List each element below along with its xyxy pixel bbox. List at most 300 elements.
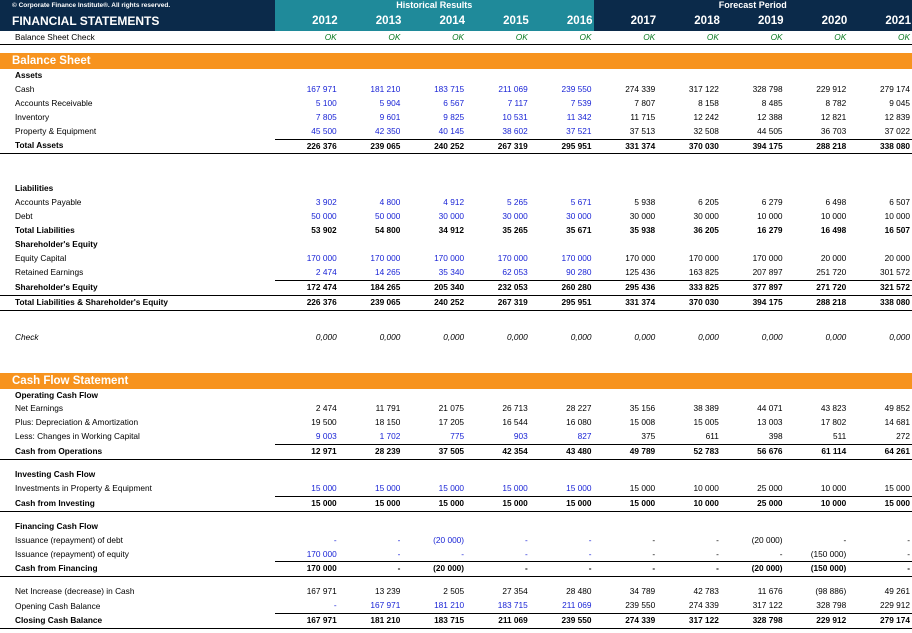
- check-row-label: Check: [15, 331, 39, 342]
- cf-financing-row-value: -: [461, 548, 465, 559]
- liability-row-value: 4 912: [443, 197, 465, 208]
- asset-row-value: 11 715: [630, 111, 656, 122]
- spacer-row: [0, 460, 912, 469]
- cf-operating-row-value: 43 823: [820, 403, 847, 414]
- cf-investing-row-value: 15 000: [502, 482, 528, 493]
- investing-header: [0, 468, 912, 482]
- asset-row-value: 8 485: [761, 97, 783, 108]
- opening-cash-row: [0, 599, 912, 613]
- cf-operating-row-value: 17 802: [820, 417, 847, 428]
- financing-header-label: Financing Cash Flow: [15, 520, 98, 531]
- liability-row-value: 10 000: [884, 211, 910, 222]
- total-assets-row-value: 295 951: [530, 139, 594, 154]
- cash-from-financing-row-value: -: [530, 562, 594, 577]
- net-increase-row-value: 2 505: [443, 586, 465, 597]
- cf-operating-row-label: Less: Changes in Working Capital: [15, 431, 140, 442]
- total-equity-row: [0, 280, 912, 295]
- asset-row-value: 183 715: [434, 83, 465, 94]
- equity-row-value: 14 265: [374, 266, 401, 277]
- cash-from-operations-row-value: 52 783: [657, 445, 721, 460]
- net-increase-row: [0, 585, 912, 599]
- net-increase-row-value: 49 261: [884, 586, 910, 597]
- cf-operating-row-value: 35 156: [629, 403, 656, 414]
- cf-financing-row-value: (150 000): [810, 548, 847, 559]
- asset-row-value: 36 703: [820, 125, 847, 136]
- total-liabilities-equity-row-value: 338 080: [848, 295, 912, 310]
- cash-from-financing-row-value: -: [466, 562, 530, 577]
- investing-header-label: Investing Cash Flow: [15, 469, 96, 480]
- balance-sheet-check-row-value: OK: [657, 31, 721, 45]
- year-header: 2018: [657, 11, 721, 31]
- asset-row: [0, 83, 912, 97]
- total-equity-row-value: 184 265: [339, 280, 403, 295]
- total-liabilities-row-value: 35 671: [566, 225, 592, 236]
- spacer-row: [0, 45, 912, 54]
- total-liabilities-row-label: Total Liabilities: [15, 225, 75, 236]
- closing-cash-row-value: 229 912: [785, 614, 849, 629]
- year-header: 2016: [530, 11, 594, 31]
- equity-row: [0, 252, 912, 266]
- asset-row-value: 37 513: [629, 125, 656, 136]
- total-liabilities-row-value: 16 507: [884, 225, 910, 236]
- asset-row-value: 7 807: [634, 97, 656, 108]
- balance-sheet-check-row-value: OK: [466, 31, 530, 45]
- asset-row-value: 6 567: [443, 97, 465, 108]
- liability-row-value: 6 498: [825, 197, 847, 208]
- cf-operating-row-value: 49 852: [884, 403, 910, 414]
- asset-row-value: 32 508: [693, 125, 719, 136]
- year-header: 2014: [402, 11, 466, 31]
- closing-cash-row-label: Closing Cash Balance: [0, 614, 275, 629]
- asset-row-value: 12 839: [884, 111, 910, 122]
- closing-cash-row-value: 274 339: [594, 614, 658, 629]
- total-liabilities-equity-row-value: 239 065: [339, 295, 403, 310]
- closing-cash-row-value: 181 210: [339, 614, 403, 629]
- liability-row-value: 10 000: [820, 211, 847, 222]
- balance-sheet-check-row-value: OK: [785, 31, 849, 45]
- equity-row-value: 207 897: [752, 266, 783, 277]
- equity-row-value: 251 720: [816, 266, 847, 277]
- cf-operating-row-value: 21 075: [438, 403, 465, 414]
- check-row-value: 0,000: [761, 331, 783, 342]
- cash-from-financing-row: [0, 562, 912, 577]
- cash-from-financing-row-value: -: [657, 562, 721, 577]
- equity-row-value: 170 000: [561, 252, 592, 263]
- asset-row-value: 9 045: [889, 97, 910, 108]
- total-assets-row-value: 240 252: [402, 139, 466, 154]
- opening-cash-row-value: 183 715: [497, 600, 528, 611]
- asset-row-value: 40 145: [438, 125, 465, 136]
- spacer-row: [0, 174, 912, 182]
- header-banner: [0, 0, 912, 11]
- spacer-row: [0, 577, 912, 586]
- liability-row-value: 4 800: [379, 197, 401, 208]
- cf-investing-row-value: 15 000: [566, 482, 592, 493]
- check-row-value: 0,000: [443, 331, 465, 342]
- total-liabilities-equity-row: [0, 295, 912, 310]
- total-liabilities-row-value: 16 498: [820, 225, 847, 236]
- asset-row-value: 9 601: [379, 111, 401, 122]
- cf-financing-row-value: -: [716, 548, 719, 559]
- cf-investing-row-value: 25 000: [757, 482, 783, 493]
- cf-financing-row-value: -: [397, 548, 401, 559]
- cash-from-investing-row-value: 15 000: [466, 496, 530, 511]
- cf-financing-row-label: Issuance (repayment) of debt: [15, 534, 123, 545]
- total-liabilities-equity-row-value: 331 374: [594, 295, 658, 310]
- opening-cash-row-value: 211 069: [562, 600, 592, 611]
- opening-cash-row-value: 239 550: [625, 600, 656, 611]
- total-liabilities-equity-row-value: 295 951: [530, 295, 594, 310]
- net-increase-row-value: 28 480: [566, 586, 592, 597]
- check-row-value: 0,000: [825, 331, 847, 342]
- closing-cash-row-value: 211 069: [466, 614, 530, 629]
- asset-row-value: 37 022: [884, 125, 910, 136]
- total-assets-row-value: 394 175: [721, 139, 785, 154]
- liability-row-label: Accounts Payable: [15, 197, 82, 208]
- year-header: 2013: [339, 11, 403, 31]
- liability-row-value: 6 507: [889, 197, 910, 208]
- spacer-row: [0, 365, 912, 373]
- cf-operating-row-value: 398: [768, 431, 783, 442]
- cash-from-investing-row: [0, 496, 912, 511]
- equity-row-value: 20 000: [820, 252, 847, 263]
- page-title: FINANCIAL STATEMENTS: [0, 11, 275, 31]
- cash-from-investing-row-value: 15 000: [848, 496, 912, 511]
- cash-from-investing-row-value: 10 000: [785, 496, 849, 511]
- cf-operating-row: [0, 402, 912, 416]
- cash-from-investing-row-value: 15 000: [275, 496, 339, 511]
- opening-cash-row-label: Opening Cash Balance: [15, 600, 101, 611]
- balance-sheet-check-row-value: OK: [721, 31, 785, 45]
- closing-cash-row-value: 239 550: [530, 614, 594, 629]
- balance-sheet-check-row-label: Balance Sheet Check: [0, 31, 275, 45]
- total-liabilities-equity-row-value: 226 376: [275, 295, 339, 310]
- total-equity-row-value: 271 720: [785, 280, 849, 295]
- total-liabilities-row-value: 53 902: [311, 225, 337, 236]
- asset-row-value: 9 825: [443, 111, 465, 122]
- cf-operating-row-value: 11 791: [375, 403, 401, 414]
- total-liabilities-row-value: 34 912: [438, 225, 465, 236]
- total-assets-row-label: Total Assets: [0, 139, 275, 154]
- cash-from-financing-row-label: Cash from Financing: [0, 562, 275, 577]
- liabilities-header: [0, 182, 912, 196]
- cf-financing-row-value: -: [652, 534, 656, 545]
- total-equity-row-value: 205 340: [402, 280, 466, 295]
- total-assets-row-value: 331 374: [594, 139, 658, 154]
- balance-sheet-check-row-value: OK: [594, 31, 658, 45]
- total-assets-row-value: 226 376: [275, 139, 339, 154]
- closing-cash-row-value: 167 971: [275, 614, 339, 629]
- cash-from-operations-row-value: 12 971: [275, 445, 339, 460]
- total-liabilities-equity-row-value: 394 175: [721, 295, 785, 310]
- cash-from-operations-row-value: 42 354: [466, 445, 530, 460]
- liability-row-value: 50 000: [374, 211, 401, 222]
- asset-row-value: 12 388: [757, 111, 783, 122]
- closing-cash-row-value: 183 715: [402, 614, 466, 629]
- check-row-value: 0,000: [634, 331, 656, 342]
- cash-from-operations-row: [0, 445, 912, 460]
- cf-operating-row: [0, 430, 912, 444]
- operating-header-label: Operating Cash Flow: [15, 389, 98, 400]
- cf-financing-row: [0, 534, 912, 548]
- cf-investing-row: [0, 482, 912, 496]
- equity-header-label: Shareholder's Equity: [15, 239, 98, 250]
- cash-from-operations-row-value: 64 261: [848, 445, 912, 460]
- total-assets-row-value: 288 218: [785, 139, 849, 154]
- spacer-row: [0, 345, 912, 365]
- asset-row-value: 38 602: [502, 125, 528, 136]
- cash-flow-section: [0, 373, 912, 389]
- cf-operating-row-value: 19 500: [311, 417, 337, 428]
- total-equity-row-value: 321 572: [848, 280, 912, 295]
- liability-row-value: 30 000: [693, 211, 719, 222]
- historical-results-label: Historical Results: [275, 0, 594, 11]
- year-header: 2015: [466, 11, 530, 31]
- cf-operating-row-value: 17 205: [438, 417, 465, 428]
- equity-row-value: 35 340: [438, 266, 465, 277]
- asset-row-value: 10 531: [502, 111, 528, 122]
- opening-cash-row-value: 167 971: [370, 600, 401, 611]
- asset-row: [0, 125, 912, 139]
- opening-cash-row-value: 181 210: [434, 600, 465, 611]
- header-title-row: [0, 11, 912, 31]
- check-row-value: 0,000: [698, 331, 719, 342]
- equity-row-label: Retained Earnings: [15, 267, 84, 278]
- liability-row-label: Debt: [15, 211, 33, 222]
- total-equity-row-value: 333 825: [657, 280, 721, 295]
- balance-sheet-check-row-value: OK: [848, 31, 912, 45]
- total-liabilities-equity-row-value: 240 252: [402, 295, 466, 310]
- check-row-value: 0,000: [315, 331, 337, 342]
- closing-cash-row: [0, 614, 912, 629]
- net-increase-row-label: Net Increase (decrease) in Cash: [15, 586, 135, 597]
- liability-row-value: 50 000: [311, 211, 337, 222]
- equity-row-value: 2 474: [315, 266, 337, 277]
- total-assets-row: [0, 139, 912, 154]
- check-row: [0, 331, 912, 345]
- asset-row-value: 239 550: [561, 83, 592, 94]
- total-liabilities-row-value: 16 279: [757, 225, 783, 236]
- cf-operating-row-label: Net Earnings: [15, 403, 63, 414]
- balance-sheet-section-title: Balance Sheet: [0, 53, 912, 69]
- asset-row-value: 5 100: [315, 97, 337, 108]
- cf-financing-row-value: -: [716, 534, 719, 545]
- cash-from-investing-row-value: 15 000: [402, 496, 466, 511]
- check-row-value: 0,000: [506, 331, 528, 342]
- equity-row-value: 163 825: [688, 266, 719, 277]
- liability-row-value: 10 000: [757, 211, 783, 222]
- liability-row-value: 30 000: [566, 211, 592, 222]
- spacer-row: [0, 154, 912, 175]
- cf-financing-row-value: -: [333, 534, 337, 545]
- asset-row-value: 279 174: [880, 83, 910, 94]
- cash-from-operations-row-value: 49 789: [594, 445, 658, 460]
- total-equity-row-label: Shareholder's Equity: [0, 280, 275, 295]
- asset-row-label: Property & Equipment: [15, 125, 97, 136]
- cash-from-financing-row-value: (150 000): [785, 562, 849, 577]
- total-equity-row-value: 260 280: [530, 280, 594, 295]
- cf-operating-row-value: 13 003: [757, 417, 783, 428]
- equity-row-value: 125 436: [625, 266, 656, 277]
- asset-row-value: 37 521: [566, 125, 592, 136]
- liability-row-value: 6 279: [761, 197, 783, 208]
- equity-row-value: 170 000: [306, 252, 337, 263]
- asset-row-value: 229 912: [816, 83, 847, 94]
- asset-row-label: Cash: [15, 83, 35, 94]
- net-increase-row-value: (98 886): [815, 586, 847, 597]
- cf-operating-row-value: 903: [513, 431, 528, 442]
- forecast-period-label: Forecast Period: [594, 0, 912, 11]
- net-increase-row-value: 34 789: [629, 586, 656, 597]
- opening-cash-row-value: 274 339: [688, 600, 719, 611]
- asset-row-value: 5 904: [379, 97, 401, 108]
- equity-row-label: Equity Capital: [15, 252, 67, 263]
- cf-operating-row-value: 2 474: [315, 403, 337, 414]
- closing-cash-row-value: 279 174: [848, 614, 912, 629]
- total-equity-row-value: 295 436: [594, 280, 658, 295]
- equity-row-value: 170 000: [370, 252, 401, 263]
- asset-row-value: 45 500: [311, 125, 337, 136]
- asset-row-value: 12 821: [820, 111, 847, 122]
- asset-row-value: 44 505: [757, 125, 783, 136]
- equity-row-value: 20 000: [884, 252, 910, 263]
- cf-investing-row-value: 15 000: [374, 482, 401, 493]
- balance-sheet-check-row-value: OK: [402, 31, 466, 45]
- assets-header: [0, 69, 912, 83]
- asset-row: [0, 111, 912, 125]
- cash-from-investing-row-value: 15 000: [530, 496, 594, 511]
- liability-row: [0, 196, 912, 210]
- cash-from-financing-row-value: -: [848, 562, 912, 577]
- cf-financing-row-label: Issuance (repayment) of equity: [15, 548, 129, 559]
- cash-from-investing-row-value: 10 000: [657, 496, 721, 511]
- operating-header: [0, 389, 912, 403]
- net-increase-row-value: 13 239: [374, 586, 401, 597]
- liability-row-value: 5 671: [570, 197, 592, 208]
- net-increase-row-value: 167 971: [306, 586, 337, 597]
- cf-financing-row-value: -: [907, 534, 910, 545]
- asset-row-value: 42 350: [374, 125, 401, 136]
- balance-sheet-check-row-value: OK: [530, 31, 594, 45]
- total-liabilities-equity-row-value: 370 030: [657, 295, 721, 310]
- cf-financing-row-value: (20 000): [751, 534, 783, 545]
- cf-operating-row-value: 9 003: [315, 431, 337, 442]
- total-assets-row-value: 370 030: [657, 139, 721, 154]
- asset-row-value: 317 122: [688, 83, 719, 94]
- cf-investing-row-value: 15 000: [629, 482, 656, 493]
- cf-operating-row: [0, 416, 912, 430]
- cf-operating-row-value: 44 071: [757, 403, 783, 414]
- cf-operating-row-value: 15 005: [693, 417, 719, 428]
- assets-header-label: Assets: [15, 70, 43, 80]
- cash-from-investing-row-value: 25 000: [721, 496, 785, 511]
- equity-header: [0, 238, 912, 252]
- cf-operating-row-value: 827: [577, 431, 592, 442]
- year-header: 2012: [275, 11, 339, 31]
- total-liabilities-row: [0, 224, 912, 238]
- asset-row-value: 7 117: [507, 97, 528, 108]
- asset-row-value: 7 539: [570, 97, 592, 108]
- opening-cash-row-value: 328 798: [816, 600, 847, 611]
- cf-operating-row-value: 16 080: [566, 417, 592, 428]
- cf-operating-row-value: 1 702: [379, 431, 401, 442]
- year-header: 2019: [721, 11, 785, 31]
- asset-row-value: 7 805: [315, 111, 337, 122]
- cf-financing-row-value: -: [524, 534, 528, 545]
- cash-from-operations-row-value: 61 114: [785, 445, 849, 460]
- equity-row-value: 90 280: [566, 266, 592, 277]
- cash-from-financing-row-value: -: [594, 562, 658, 577]
- asset-row-value: 181 210: [370, 83, 401, 94]
- balance-sheet-check-row: [0, 31, 912, 45]
- equity-row-value: 170 000: [497, 252, 528, 263]
- cash-from-financing-row-value: 170 000: [275, 562, 339, 577]
- cash-from-financing-row-value: -: [339, 562, 403, 577]
- liabilities-header-label: Liabilities: [15, 183, 54, 194]
- asset-row-value: 12 242: [693, 111, 719, 122]
- total-liabilities-row-value: 54 800: [374, 225, 401, 236]
- cf-financing-row-value: -: [652, 548, 656, 559]
- cf-investing-row-value: 10 000: [820, 482, 847, 493]
- cf-investing-row-value: 15 000: [311, 482, 337, 493]
- asset-row: [0, 97, 912, 111]
- cf-operating-row-value: 611: [705, 431, 719, 442]
- total-assets-row-value: 239 065: [339, 139, 403, 154]
- liability-row-value: 5 265: [506, 197, 528, 208]
- cf-financing-row-value: -: [588, 534, 592, 545]
- cf-operating-row-value: 38 389: [693, 403, 719, 414]
- cf-financing-row: [0, 548, 912, 562]
- cash-from-operations-row-value: 37 505: [402, 445, 466, 460]
- cf-operating-row-value: 28 227: [566, 403, 592, 414]
- cf-operating-row-value: 15 008: [629, 417, 656, 428]
- total-liabilities-equity-row-value: 267 319: [466, 295, 530, 310]
- balance-sheet-section: [0, 53, 912, 69]
- spacer-row: [0, 511, 912, 520]
- cash-from-operations-row-value: 43 480: [530, 445, 594, 460]
- cash-from-operations-row-label: Cash from Operations: [0, 445, 275, 460]
- cf-financing-row-value: (20 000): [433, 534, 465, 545]
- liability-row-value: 30 000: [502, 211, 528, 222]
- asset-row-value: 167 971: [306, 83, 337, 94]
- cf-investing-row-value: 10 000: [693, 482, 719, 493]
- liability-row-value: 3 902: [315, 197, 337, 208]
- cf-financing-row-value: -: [397, 534, 401, 545]
- closing-cash-row-value: 317 122: [657, 614, 721, 629]
- cash-from-operations-row-value: 28 239: [339, 445, 403, 460]
- total-liabilities-row-value: 35 938: [629, 225, 656, 236]
- year-header: 2017: [594, 11, 658, 31]
- cash-from-operations-row-value: 56 676: [721, 445, 785, 460]
- year-header: 2021: [848, 11, 912, 31]
- cf-investing-row-value: 15 000: [438, 482, 465, 493]
- cash-from-investing-row-value: 15 000: [339, 496, 403, 511]
- cf-investing-row-label: Investments in Property & Equipment: [15, 483, 152, 494]
- cf-operating-row-value: 375: [641, 431, 656, 442]
- cf-financing-row-value: -: [524, 548, 528, 559]
- cf-financing-row-value: -: [843, 534, 847, 545]
- check-row-value: 0,000: [379, 331, 401, 342]
- total-equity-row-value: 232 053: [466, 280, 530, 295]
- total-assets-row-value: 338 080: [848, 139, 912, 154]
- asset-row-value: 8 782: [825, 97, 847, 108]
- cf-operating-row-value: 16 544: [502, 417, 528, 428]
- cf-financing-row-value: -: [907, 548, 910, 559]
- cf-operating-row-value: 511: [833, 431, 847, 442]
- cf-financing-row-value: -: [588, 548, 592, 559]
- net-increase-row-value: 27 354: [502, 586, 528, 597]
- asset-row-value: 328 798: [752, 83, 783, 94]
